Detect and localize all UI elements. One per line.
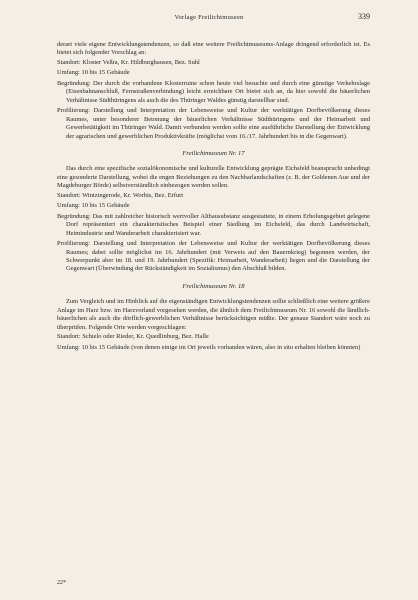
running-header-title: Vorlage Freilichtmuseen [174, 14, 244, 21]
m16-begruendung: Begründung: Der durch die vorhandene Klosterruine schon heute viel besuchte und durch eine günstige Verkehrslage (Eisenbahnanschluß, Fernstraßenverbindung) leicht erreichbare Ort bietet sich an, da hier sowohl die bäuerlichen Verhältnisse Südthüringens als auch die des Thüringer Waldes günstig darstellbar sind. [57, 79, 370, 104]
m17-begruendung: Begründung: Das mit zahlreicher historisch wertvoller Altbausubstanz ausgestattete, in einem Erholungsgebiet gelegene Dorf repräsentiert ein charakteristisches Beispiel einer Siedlung im Eichsfeld, das durch Landwirtschaft, Heimindustrie und Wanderarbeit charakterisiert war. [57, 212, 370, 237]
m16-standort: Standort: Kloster Veßra, Kr. Hildburghausen, Bez. Suhl [57, 58, 200, 66]
page-number: 339 [358, 12, 370, 21]
m18-standort: Standort: Schielo oder Rieder, Kr. Quedlinburg, Bez. Halle [57, 333, 209, 341]
body-text [57, 41, 370, 354]
m18-intro: Zum Vergleich und im Hinblick auf die eigenständigen Entwicklungstendenzen sollte schließlich eine weitere größere Anlage im Harz bzw. im Harzvorland vorgesehen werden, die ähnlich dem Freilichtmuseum Nr. 16 sowohl die ländlich-bäuerlichen als auch die dörflich-gewerblichen Verhältnisse berücksichtigen müßte. Der genaue Standort wäre noch zu überprüfen. Folgende Orte werden vorgeschlagen: [57, 298, 370, 331]
m16-profilierung: Profilierung: Darstellung und Interpretation der Lebensweise und Kultur der werktätigen Dorfbevölkerung dieses Raumes, unter besonderer Betonung der bäuerlichen Verhältnisse Südthüringens und der Heimarbeit und Gewerbetätigkeit im Thüringer Wald. Damit verbunden werden sollte eine ausführliche Darstellung der Entwicklung der agrarischen und gewerblichen Produktivkräfte (möglichst vom 16./17. Jahrhundert bis in die Gegenwart). [57, 107, 370, 140]
m17-intro: Das durch eine spezifische sozialökonomische und kulturelle Entwicklung geprägte Eichsfeld beansprucht unbedingt eine gesonderte Darstellung, wobei die engen Beziehungen zu den Nachbarlandschaften (z. B. der Goldenen Aue und der Magdeburger Börde) selbstverständlich einbezogen werden sollen. [57, 165, 370, 190]
intro-paragraph: derart viele eigene Entwicklungstendenzen, so daß eine weitere Freilichtmuseums-Anlage dringend erforderlich ist. Es bietet sich folgender Vorschlag an: [57, 41, 370, 57]
m16-umfang: Umfang: 10 bis 15 Gebäude [57, 69, 130, 77]
m18-umfang: Umfang: 10 bis 15 Gebäude (von denen einige im Ort jeweils vorhanden wären, also in situ erhalten bleiben könnten) [57, 343, 361, 351]
m17-heading: Freilichtmuseum Nr. 17 [182, 149, 245, 157]
m17-umfang: Umfang: 10 bis 15 Gebäude [57, 202, 130, 210]
printer-signature: 22* [57, 580, 66, 586]
m17-profilierung: Profilierung: Darstellung und Interpretation der Lebensweise und Kultur der werktätigen Dorfbevölkerung dieses Raumes; dabei sollte möglichst im 16. Jahrhundert (mit Verweis auf den Bauernkrieg) begonnen werden, der Schwerpunkt aber im 18. und 19. Jahrhundert (Spezifik: Heimarbeit, Wanderarbeit) liegen und die Darstellung der Gegenwart (Überwindung der Rückständigkeit im Sozialismus) den Abschluß bilden. [57, 240, 370, 273]
m18-heading: Freilichtmuseum Nr. 18 [182, 282, 245, 290]
m17-standort: Standort: Wintzingerode, Kr. Worbis, Bez. Erfurt [57, 191, 184, 199]
